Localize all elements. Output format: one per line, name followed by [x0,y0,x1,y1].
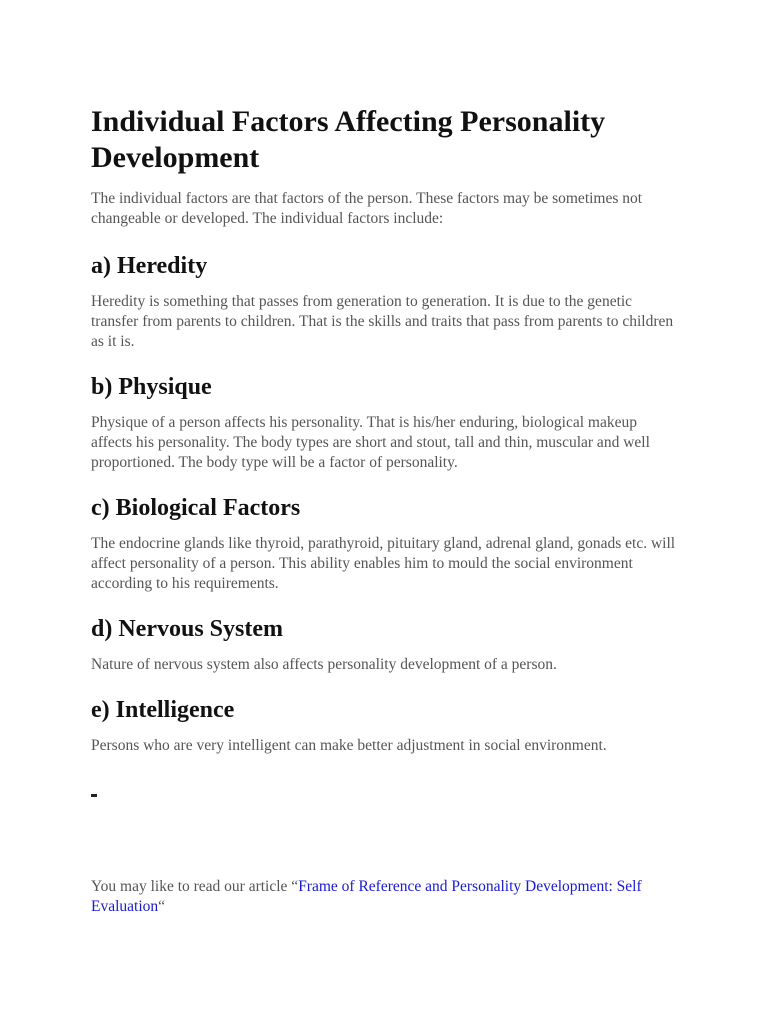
section-heading: a) Heredity [91,253,208,279]
section-heredity [91,251,681,352]
section-body: Nature of nervous system also affects personality development of a person. [91,656,557,673]
intro-paragraph: The individual factors are that factors of the person. These factors may be sometimes not changeable or developed. The individual factors include: [91,190,643,227]
article-title: Individual Factors Affecting Personality Development [91,105,606,174]
read-more-prefix: You may like to read our article “ [91,878,299,895]
section-body: Heredity is something that passes from generation to generation. It is due to the genetic transfer from parents to children. That is the skills and traits that pass from parents to children as it is. [91,293,674,350]
related-article-link[interactable]: Frame of Reference and Personality Development: Self Evaluation [91,878,642,915]
section-body: Persons who are very intelligent can make better adjustment in social environment. [91,737,607,754]
section-heading: e) Intelligence [91,697,235,723]
section-body: Physique of a person affects his personality. That is his/her enduring, biological makeup affects his personality. The body types are short and stout, tall and thin, muscular and well proportioned. The body type will be a factor of personality. [91,414,650,471]
read-more-suffix: “ [158,898,166,915]
section-physique [91,372,681,473]
section-body: The endocrine glands like thyroid, parathyroid, pituitary gland, adrenal gland, gonads etc. will affect personality of a person. This ability enables him to mould the social environment according to his requirements. [91,535,676,592]
section-intelligence [91,695,681,756]
article [91,104,681,937]
section-biological-factors [91,493,681,594]
small-dash-mark [91,794,97,797]
section-heading: d) Nervous System [91,616,283,642]
section-heading: c) Biological Factors [91,495,301,521]
section-heading: b) Physique [91,374,212,400]
read-more-paragraph [91,877,681,917]
section-nervous-system [91,614,681,675]
